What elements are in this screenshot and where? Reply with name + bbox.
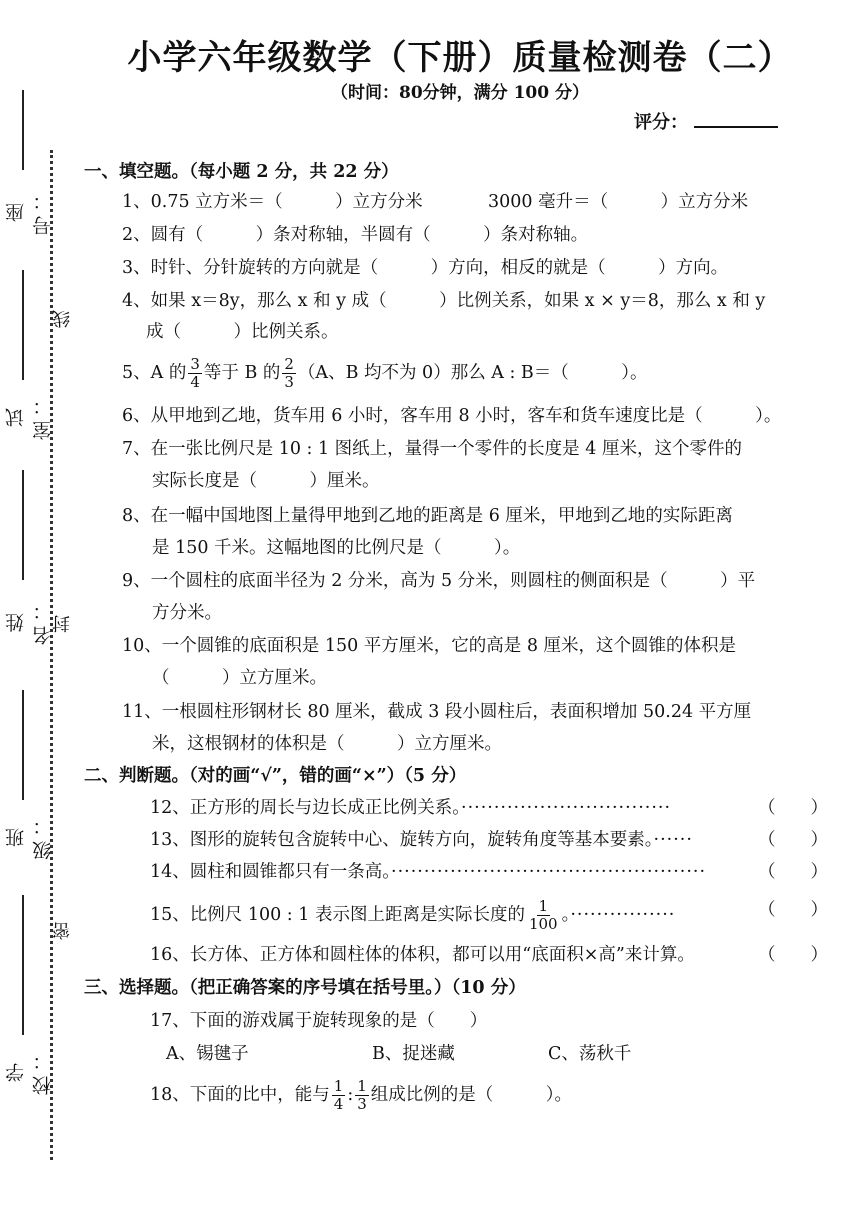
- q18-text-pre: 18、下面的比中，能与: [150, 1085, 330, 1105]
- fraction-1-3: [355, 1078, 369, 1113]
- q18-text-post: 组成比例的是（ ）。: [370, 1085, 573, 1105]
- frac-num: 2: [284, 355, 294, 373]
- section3-heading: 三、选择题。（把正确答案的序号填在括号里。）（10 分）: [84, 978, 526, 998]
- q5-text-post: （A、B 均不为 0）那么 A : B＝（ ）。: [297, 363, 648, 383]
- frac-num: 1: [333, 1077, 344, 1095]
- answer-paren-16[interactable]: （ ）: [758, 945, 828, 965]
- frac-num: 3: [190, 355, 200, 373]
- question-8a: 8、在一幅中国地图上量得甲地到乙地的距离是 6 厘米，甲地到乙地的实际距离: [122, 506, 733, 526]
- school-label: 学校：: [5, 1045, 54, 1095]
- q15-text-pre: 15、比例尺 100 : 1 表示图上距离是实际长度的: [150, 905, 525, 925]
- fraction-1-100: [527, 898, 560, 933]
- room-line: [22, 270, 24, 380]
- leader-dots: ················································: [391, 862, 707, 882]
- answer-paren-13[interactable]: （ ）: [758, 830, 828, 850]
- q5-text-mid: 等于 B 的: [203, 363, 281, 383]
- leader-dots: ················: [570, 905, 676, 925]
- question-10b: （ ）立方厘米。: [152, 668, 327, 688]
- question-4b: 成（ ）比例关系。: [146, 322, 339, 342]
- question-6: 6、从甲地到乙地，货车用 6 小时，客车用 8 小时，客车和货车速度比是（ ）。: [122, 406, 782, 426]
- q5-text-pre: 5、A 的: [122, 363, 187, 383]
- seat-line: [22, 90, 24, 170]
- question-3: 3、时针、分针旋转的方向就是（ ）方向，相反的就是（ ）方向。: [122, 258, 729, 278]
- question-2: 2、圆有（ ）条对称轴，半圆有（ ）条对称轴。: [122, 225, 589, 245]
- exam-title: 小学六年级数学（下册）质量检测卷（二）: [127, 38, 793, 78]
- answer-paren-14[interactable]: （ ）: [758, 862, 828, 882]
- seal-dotted-line: [50, 150, 53, 1160]
- question-8b: 是 150 千米。这幅地图的比例尺是（ ）。: [152, 538, 521, 558]
- frac-den: 100: [528, 915, 558, 933]
- question-15: [150, 898, 675, 933]
- fraction-3-4: [188, 356, 202, 391]
- frac-den: 3: [357, 1095, 367, 1113]
- fraction-2-3: [282, 356, 296, 391]
- q14-text: 14、圆柱和圆锥都只有一条高。: [150, 862, 392, 882]
- answer-paren-12[interactable]: （ ）: [758, 798, 828, 818]
- q12-text: 12、正方形的周长与边长成正比例关系。: [150, 798, 462, 818]
- question-12: [150, 796, 671, 820]
- question-1a: 1、0.75 立方米＝（ ）立方分米: [122, 192, 423, 212]
- seat-label: 座号：: [5, 185, 54, 235]
- frac-den: 4: [333, 1095, 344, 1113]
- question-5: [122, 356, 648, 391]
- section1-heading: 一、填空题。（每小题 2 分，共 22 分）: [84, 162, 399, 182]
- score-blank[interactable]: [694, 110, 778, 128]
- leader-dots: ································: [461, 798, 672, 818]
- name-line: [22, 470, 24, 580]
- class-label: 班级：: [5, 810, 54, 860]
- question-9a: 9、一个圆柱的底面半径为 2 分米，高为 5 分米，则圆柱的侧面积是（ ）平: [122, 571, 756, 591]
- q17-option-a[interactable]: A、锡毽子: [166, 1044, 249, 1064]
- question-4a: 4、如果 x＝8y，那么 x 和 y 成（ ）比例关系，如果 x × y＝8，那么 x 和 y: [122, 291, 766, 311]
- score-label: 评分：: [634, 112, 688, 133]
- q17-option-b[interactable]: B、捉迷藏: [372, 1044, 455, 1064]
- leader-dots: ······: [653, 830, 693, 850]
- q13-text: 13、图形的旋转包含旋转中心、旋转方向，旋转角度等基本要素。: [150, 830, 654, 850]
- question-17: 17、下面的游戏属于旋转现象的是（ ）: [150, 1011, 488, 1031]
- section2-heading: 二、判断题。（对的画“√”，错的画“×”）（5 分）: [84, 766, 467, 786]
- frac-den: 4: [190, 373, 200, 391]
- room-label: 试室：: [5, 390, 54, 440]
- question-7a: 7、在一张比例尺是 10 : 1 图纸上，量得一个零件的长度是 4 厘米，这个零件的: [122, 439, 742, 459]
- frac-den: 3: [284, 373, 294, 391]
- seal-char-line: 线: [52, 310, 73, 328]
- class-line: [22, 690, 24, 800]
- question-7b: 实际长度是（ ）厘米。: [152, 471, 380, 491]
- question-11a: 11、一根圆柱形钢材长 80 厘米，截成 3 段小圆柱后，表面积增加 50.24 平方厘: [122, 702, 752, 722]
- question-1b: 3000 毫升＝（ ）立方分米: [488, 192, 749, 212]
- question-9b: 方分米。: [152, 603, 222, 623]
- question-18: [150, 1078, 572, 1113]
- exam-subtitle: （时间：80分钟，满分 100 分）: [331, 83, 589, 103]
- frac-num: 1: [357, 1077, 367, 1095]
- q15-text-post: 。: [561, 905, 571, 925]
- question-14: [150, 860, 706, 884]
- question-13: [150, 828, 693, 852]
- score-field: [634, 108, 778, 134]
- frac-num: 1: [538, 897, 549, 915]
- question-16: 16、长方体、正方体和圆柱体的体积，都可以用“底面积×高”来计算。: [150, 945, 695, 965]
- ratio-colon: :: [347, 1085, 354, 1105]
- name-label: 姓名：: [5, 595, 54, 645]
- binding-margin: [0, 0, 73, 1227]
- q17-option-c[interactable]: C、荡秋千: [548, 1044, 632, 1064]
- seal-char-mi: 密: [52, 922, 73, 940]
- question-11b: 米，这根钢材的体积是（ ）立方厘米。: [152, 734, 502, 754]
- answer-paren-15[interactable]: （ ）: [758, 900, 828, 920]
- question-10a: 10、一个圆锥的底面积是 150 平方厘米，它的高是 8 厘米，这个圆锥的体积是: [122, 636, 737, 656]
- fraction-1-4: [332, 1078, 346, 1113]
- seal-char-feng: 封: [52, 615, 73, 633]
- school-line: [22, 895, 24, 1035]
